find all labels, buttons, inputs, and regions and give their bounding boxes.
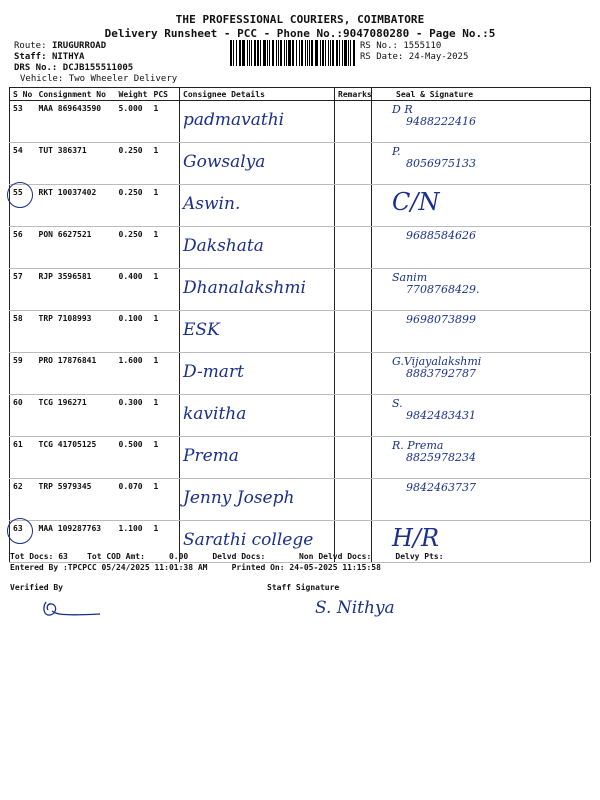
row-signature: R. Prema 8825978234 — [372, 437, 591, 479]
row-weight: 0.300 — [116, 395, 151, 437]
row-remarks — [335, 479, 372, 521]
company-title: THE PROFESSIONAL COURIERS, COIMBATORE — [175, 13, 425, 26]
row-pcs: 1 — [151, 185, 180, 227]
row-consignment: PON 6627521 — [36, 227, 116, 269]
row-remarks — [335, 269, 372, 311]
row-consignment: TCG 41705125 — [36, 437, 116, 479]
row-signature: S. 9842483431 — [372, 395, 591, 437]
row-consignee: D-mart — [180, 353, 335, 395]
rs-no-label: RS No.: — [360, 41, 398, 51]
drs-line — [14, 63, 133, 73]
row-weight: 0.100 — [116, 311, 151, 353]
row-consignee: Prema — [180, 437, 335, 479]
printed-on: Printed On: 24-05-2025 11:15:58 — [231, 563, 381, 572]
table-row — [10, 353, 591, 395]
row-consignment: MAA 869643590 — [36, 101, 116, 143]
vehicle-line — [20, 74, 177, 84]
row-consignee: Gowsalya — [180, 143, 335, 185]
row-consignee: Aswin. — [180, 185, 335, 227]
rs-date-value: 24-May-2025 — [408, 52, 469, 62]
row-sno: 57 — [10, 269, 36, 311]
table-header-row — [10, 88, 591, 101]
row-signature: 9698073899 — [372, 311, 591, 353]
row-pcs: 1 — [151, 269, 180, 311]
row-sno: 54 — [10, 143, 36, 185]
row-weight: 0.400 — [116, 269, 151, 311]
row-consignee: ESK — [180, 311, 335, 353]
drs-value: DCJB155511005 — [62, 63, 134, 73]
row-consignment: TUT 386371 — [36, 143, 116, 185]
rs-no-line — [360, 41, 441, 51]
tot-docs-value: 63 — [58, 552, 68, 561]
row-pcs: 1 — [151, 521, 180, 563]
row-pcs: 1 — [151, 437, 180, 479]
row-sno: 55 — [10, 185, 36, 227]
row-signature: C/N — [372, 185, 591, 227]
row-remarks — [335, 101, 372, 143]
row-consignment: PRO 17876841 — [36, 353, 116, 395]
delvd-docs-label: Delvd Docs: — [212, 552, 266, 561]
col-sno: S No — [10, 88, 36, 101]
row-signature: Sanim 7708768429. — [372, 269, 591, 311]
staff-line — [14, 52, 84, 62]
row-consignment: RJP 3596581 — [36, 269, 116, 311]
route-line — [14, 41, 106, 51]
rs-no-value: 1555110 — [403, 41, 442, 51]
row-sno: 53 — [10, 101, 36, 143]
staff-signature-label: Staff Signature — [267, 583, 340, 592]
row-consignee: Dakshata — [180, 227, 335, 269]
staff-signature: S. Nithya — [315, 598, 395, 618]
col-seal-signature: Seal & Signature — [372, 88, 591, 101]
row-consignment: TRP 5979345 — [36, 479, 116, 521]
row-weight: 1.600 — [116, 353, 151, 395]
row-consignee: Dhanalakshmi — [180, 269, 335, 311]
tot-cod-value: 0.00 — [168, 552, 189, 561]
row-sno: 60 — [10, 395, 36, 437]
totals-line — [10, 552, 444, 561]
staff-label: Staff: — [14, 52, 47, 62]
row-remarks — [335, 227, 372, 269]
row-remarks — [335, 437, 372, 479]
col-consignment: Consignment No — [36, 88, 116, 101]
tot-cod-label: Tot COD Amt: — [87, 552, 145, 561]
row-pcs: 1 — [151, 353, 180, 395]
runsheet-table — [9, 87, 591, 563]
entered-line — [10, 563, 381, 572]
table-row — [10, 269, 591, 311]
row-sno: 59 — [10, 353, 36, 395]
table-row — [10, 395, 591, 437]
row-pcs: 1 — [151, 395, 180, 437]
row-consignee: Jenny Joseph — [180, 479, 335, 521]
staff-value: NITHYA — [51, 52, 85, 62]
table-row — [10, 143, 591, 185]
row-pcs: 1 — [151, 311, 180, 353]
circle-mark-icon — [7, 518, 33, 544]
col-consignee: Consignee Details — [180, 88, 335, 101]
entered-by: Entered By :TPCPCC 05/24/2025 11:01:38 AM — [10, 563, 208, 572]
row-signature: D R 9488222416 — [372, 101, 591, 143]
col-pcs: PCS — [151, 88, 180, 101]
row-consignment: TRP 7108993 — [36, 311, 116, 353]
runsheet-subtitle: Delivery Runsheet - PCC - Phone No.:9047080280 - Page No.:5 — [104, 27, 496, 40]
row-weight: 0.250 — [116, 227, 151, 269]
col-weight: Weight — [116, 88, 151, 101]
circle-mark-icon — [7, 182, 33, 208]
col-remarks: Remarks — [335, 88, 372, 101]
row-weight: 0.500 — [116, 437, 151, 479]
row-consignment: TCG 196271 — [36, 395, 116, 437]
row-remarks — [335, 143, 372, 185]
row-sno: 58 — [10, 311, 36, 353]
row-weight: 0.070 — [116, 479, 151, 521]
table-row — [10, 227, 591, 269]
table-row — [10, 101, 591, 143]
row-remarks — [335, 311, 372, 353]
non-delvd-docs-label: Non Delvd Docs: — [299, 552, 372, 561]
row-pcs: 1 — [151, 143, 180, 185]
row-signature: 9842463737 — [372, 479, 591, 521]
verified-signature-icon — [40, 598, 102, 622]
row-consignment: MAA 109287763 — [36, 521, 116, 563]
row-pcs: 1 — [151, 227, 180, 269]
table-row — [10, 185, 591, 227]
drs-label: DRS No.: — [14, 63, 58, 73]
row-sno: 61 — [10, 437, 36, 479]
vehicle-label: Vehicle: — [20, 74, 64, 84]
row-signature: 9688584626 — [372, 227, 591, 269]
row-weight: 1.100 — [116, 521, 151, 563]
row-signature: H/R — [372, 521, 591, 563]
rs-date-line — [360, 52, 468, 62]
row-consignee: kavitha — [180, 395, 335, 437]
row-pcs: 1 — [151, 101, 180, 143]
row-sno: 62 — [10, 479, 36, 521]
row-signature: P. 8056975133 — [372, 143, 591, 185]
row-pcs: 1 — [151, 479, 180, 521]
row-weight: 5.000 — [116, 101, 151, 143]
row-signature: G.Vijayalakshmi 8883792787 — [372, 353, 591, 395]
row-weight: 0.250 — [116, 185, 151, 227]
row-sno: 63 — [10, 521, 36, 563]
row-remarks — [335, 353, 372, 395]
vehicle-value: Two Wheeler Delivery — [68, 74, 178, 84]
delvy-pts-label: Delvy Pts: — [395, 552, 444, 561]
row-consignment: RKT 10037402 — [36, 185, 116, 227]
route-label: Route: — [14, 41, 47, 51]
row-sno: 56 — [10, 227, 36, 269]
verified-by-label: Verified By — [10, 583, 63, 592]
row-consignee: Sarathi college — [180, 521, 335, 563]
table-row — [10, 437, 591, 479]
tot-docs-label: Tot Docs: — [10, 552, 54, 561]
rs-date-label: RS Date: — [360, 52, 404, 62]
table-row — [10, 479, 591, 521]
row-weight: 0.250 — [116, 143, 151, 185]
table-row — [10, 311, 591, 353]
row-consignee: padmavathi — [180, 101, 335, 143]
barcode — [230, 40, 356, 66]
row-remarks — [335, 395, 372, 437]
route-value: IRUGURROAD — [51, 41, 107, 51]
row-remarks — [335, 185, 372, 227]
